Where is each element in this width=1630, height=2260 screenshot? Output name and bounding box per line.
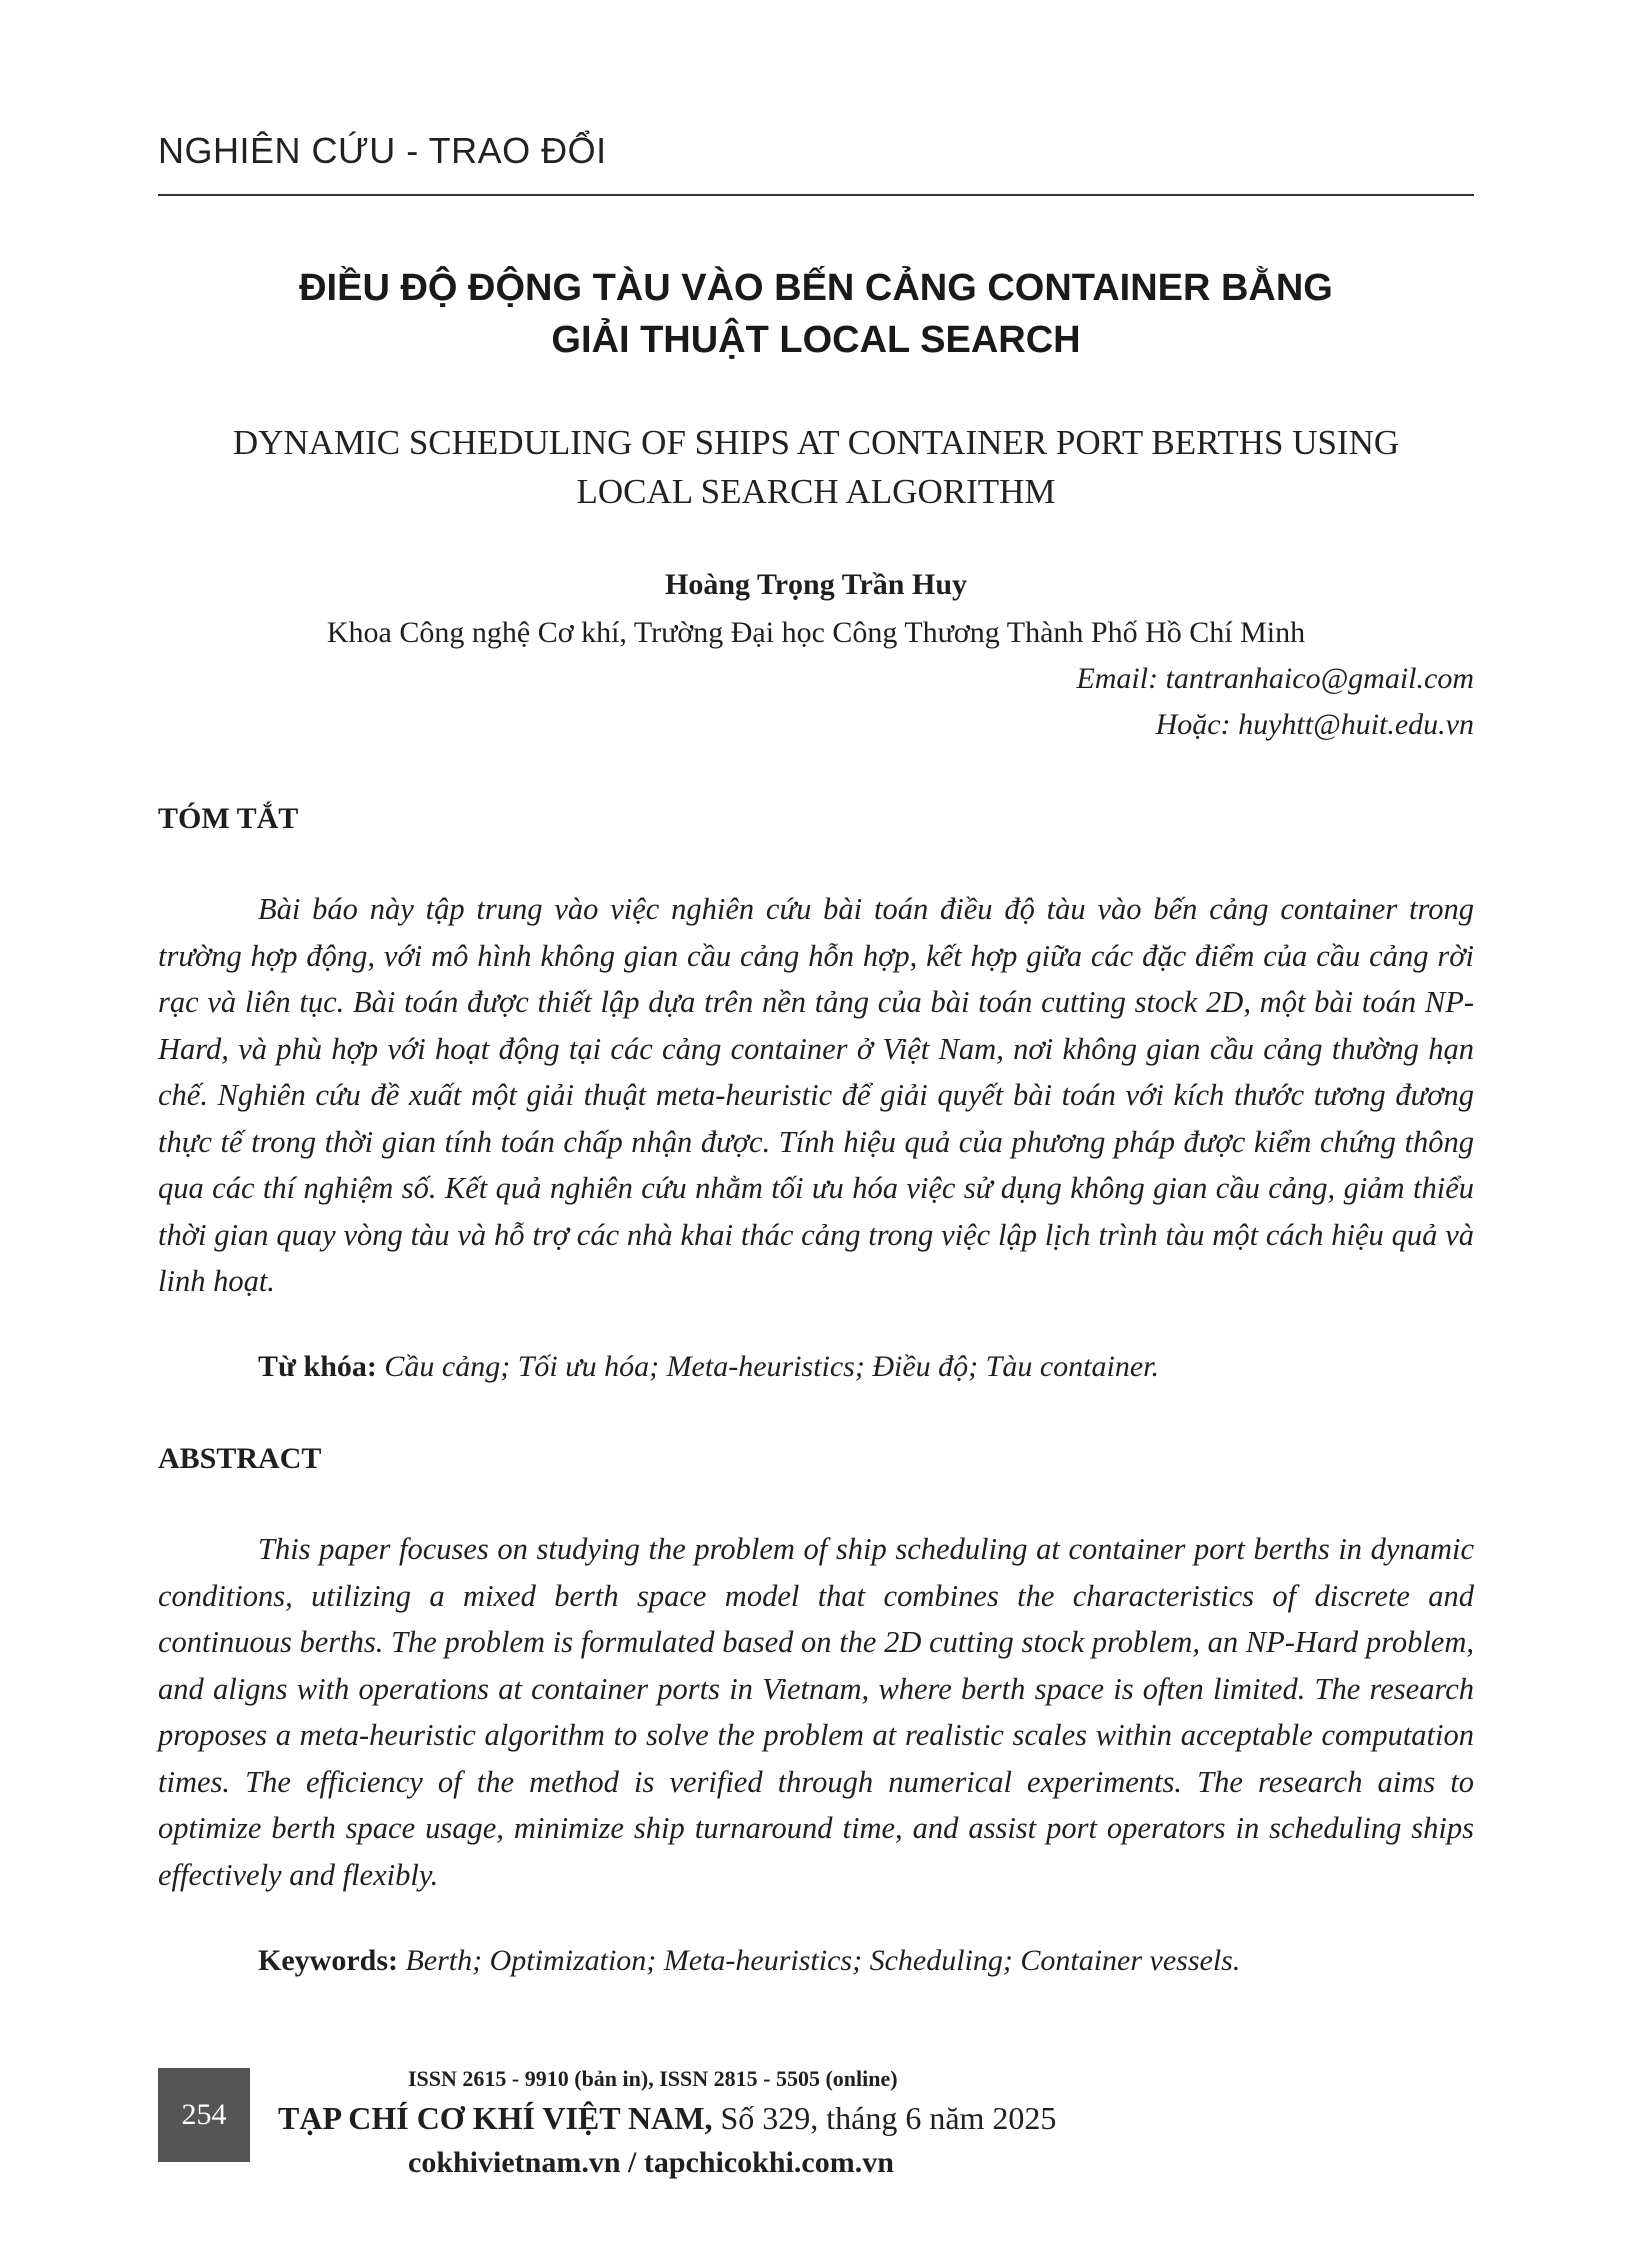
keywords-en-label: Keywords: [258,1944,398,1977]
journal-issue: Số 329, tháng 6 năm 2025 [720,2100,1057,2136]
keywords-en-list: Berth; Optimization; Meta-heuristics; Scheduling; Container vessels. [405,1944,1241,1977]
footer-journal [278,2100,1056,2137]
title-vi-line-1: ĐIỀU ĐỘ ĐỘNG TÀU VÀO BẾN CẢNG CONTAINER BẰNG [299,267,1333,309]
author-affiliation: Khoa Công nghệ Cơ khí, Trường Đại học Công Thương Thành Phố Hồ Chí Minh [326,616,1306,649]
journal-name: TẠP CHÍ CƠ KHÍ VIỆT NAM, [278,2100,713,2136]
author-email-alt[interactable]: Hoặc: huyhtt@huit.edu.vn [1155,708,1474,741]
title-english [158,418,1474,516]
footer-websites[interactable]: cokhivietnam.vn / tapchicokhi.com.vn [408,2146,894,2179]
header-divider [158,194,1474,196]
title-vietnamese [158,262,1474,366]
footer-issn: ISSN 2615 - 9910 (bản in), ISSN 2815 - 5505 (online) [408,2066,898,2091]
section-header: NGHIÊN CỨU - TRAO ĐỔI [158,130,607,171]
summary-text: Bài báo này tập trung vào việc nghiên cứu bài toán điều độ tàu vào bến cảng container trong trường hợp động, với mô hình không gian cầu cảng hỗn hợp, kết hợp giữa các đặc điểm của cầu cảng rời rạc và liên tục. Bài toán được thiết lập dựa trên nền tảng của bài toán cutting stock 2D, một bài toán NP-Hard, và phù hợp với hoạt động tại các cảng container ở Việt Nam, nơi không gian cầu cảng thường hạn chế. Nghiên cứu đề xuất một giải thuật meta-heuristic để giải quyết bài toán với kích thước tương đương thực tế trong thời gian tính toán chấp nhận được. Tính hiệu quả của phương pháp được kiểm chứng thông qua các thí nghiệm số. Kết quả nghiên cứu nhằm tối ưu hóa việc sử dụng không gian cầu cảng, giảm thiểu thời gian quay vòng tàu và hỗ trợ các nhà khai thác cảng trong việc lập lịch trình tàu một cách hiệu quả và linh hoạt. [158,892,1474,1298]
keywords-vi [258,1350,1159,1384]
author-name: Hoàng Trọng Trần Huy [664,568,968,601]
keywords-vi-list: Cầu cảng; Tối ưu hóa; Meta-heuristics; Điều độ; Tàu container. [384,1350,1159,1383]
page-number: 254 [158,2068,250,2162]
title-en-line-1: DYNAMIC SCHEDULING OF SHIPS AT CONTAINER PORT BERTHS USING [232,423,1400,462]
keywords-vi-label: Từ khóa: [258,1350,377,1383]
abstract-heading: ABSTRACT [158,1442,322,1475]
summary-heading: TÓM TẮT [158,802,299,835]
keywords-en [258,1944,1240,1978]
abstract-text: This paper focuses on studying the problem of ship scheduling at container port berths in dynamic conditions, utilizing a mixed berth space model that combines the characteristics of discrete and continuous berths. The problem is formulated based on the 2D cutting stock problem, an NP-Hard problem, and aligns with operations at container ports in Vietnam, where berth space is often limited. The research proposes a meta-heuristic algorithm to solve the problem at realistic scales within acceptable computation times. The efficiency of the method is verified through numerical experiments. The research aims to optimize berth space usage, minimize ship turnaround time, and assist port operators in scheduling ships effectively and flexibly. [158,1532,1474,1892]
title-en-line-2: LOCAL SEARCH ALGORITHM [576,472,1056,511]
author-email[interactable]: Email: tantranhaico@gmail.com [1076,662,1474,695]
title-vi-line-2: GIẢI THUẬT LOCAL SEARCH [551,319,1081,361]
